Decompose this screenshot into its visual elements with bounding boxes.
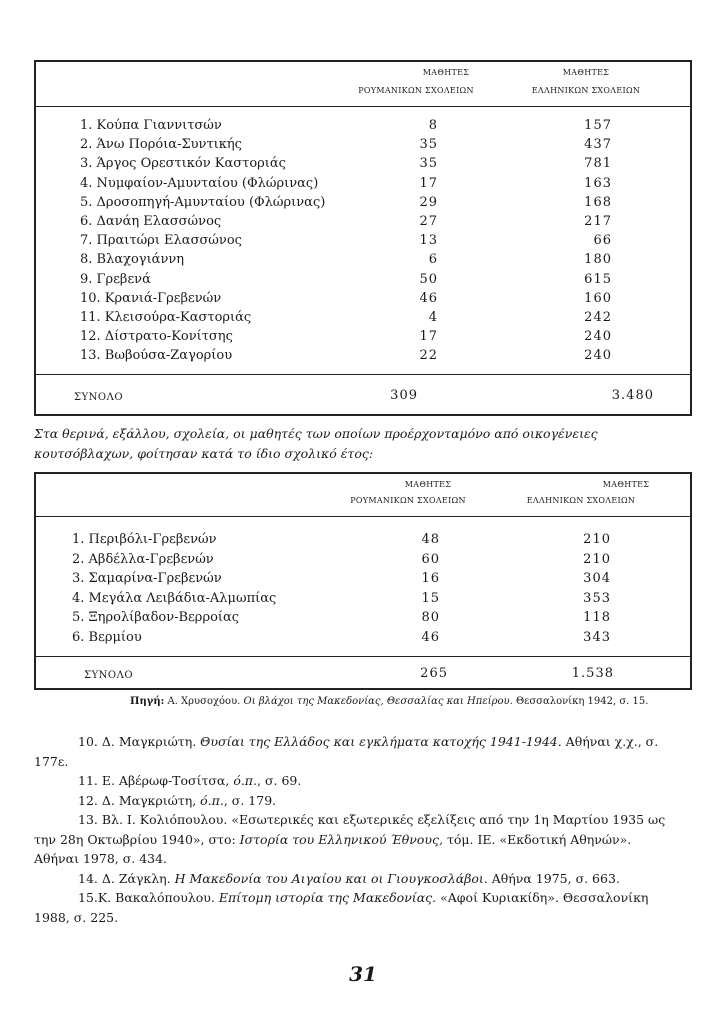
header-romanian-label: ΜΑΘΗΤΕΣ bbox=[404, 480, 452, 489]
romanian-count: 17 bbox=[419, 329, 438, 345]
greek-count: 781 bbox=[584, 156, 612, 172]
romanian-count: 16 bbox=[421, 571, 440, 586]
greek-count: 217 bbox=[584, 214, 612, 229]
schools-table-1 bbox=[34, 60, 692, 416]
footnote-prefix: 10. Δ. Μαγκριώτη. bbox=[78, 734, 201, 749]
header-romanian-schools: ΡΟΥΜΑΝΙΚΩΝ ΣΧΟΛΕΙΩΝ bbox=[358, 86, 474, 95]
romanian-count: 6 bbox=[428, 252, 438, 268]
place-name: 12. Δίστρατο-Κονίτσης bbox=[80, 329, 233, 345]
romanian-count: 29 bbox=[419, 194, 438, 210]
header-greek-label: ΜΑΘΗΤΕΣ bbox=[602, 480, 650, 489]
total-romanian: 265 bbox=[420, 666, 448, 681]
footnotes bbox=[34, 732, 674, 927]
source-rest: Θεσσαλονίκη 1942, σ. 15. bbox=[515, 696, 649, 707]
greek-count: 437 bbox=[584, 137, 612, 153]
table-row bbox=[36, 272, 690, 291]
place-name: 13. Βωβούσα-Ζαγορίου bbox=[80, 348, 233, 364]
header-divider bbox=[36, 516, 690, 517]
header-greek-label: ΜΑΘΗΤΕΣ bbox=[562, 68, 610, 77]
table-row bbox=[36, 214, 690, 233]
greek-count: 210 bbox=[583, 551, 611, 567]
footnote bbox=[34, 869, 674, 889]
footnote-prefix: 13. Βλ. Ι. Κολιόπουλου. «Εσωτερικές και εξωτερικές εξελίξεις από την 1η Μαρτίου 1935 ως την 28η Οκτωβρίου 1940», στο: bbox=[34, 812, 666, 847]
table-row bbox=[36, 291, 690, 310]
page-number: 31 bbox=[349, 962, 377, 986]
place-name: 11. Κλεισούρα-Καστοριάς bbox=[80, 310, 252, 325]
footnote-title: Ιστορία του Ελληνικού Έθνους, bbox=[239, 831, 443, 847]
table-row bbox=[36, 176, 690, 195]
greek-count: 163 bbox=[584, 175, 612, 191]
total-divider bbox=[36, 656, 690, 657]
total-greek: 1.538 bbox=[571, 666, 614, 681]
romanian-count: 50 bbox=[419, 271, 438, 287]
romanian-count: 60 bbox=[421, 551, 440, 567]
footnote-suffix: «Αφοί Κυριακίδη». Θεσσαλονίκη 1988, σ. 225. bbox=[34, 890, 649, 925]
header-greek-schools: ΕΛΛΗΝΙΚΩΝ ΣΧΟΛΕΙΩΝ bbox=[531, 86, 641, 95]
table-row bbox=[36, 156, 690, 175]
place-name: 10. Κρανιά-Γρεβενών bbox=[80, 290, 222, 306]
source-label: Πηγή: bbox=[130, 696, 165, 707]
footnote-title: Η Μακεδονία του Αιγαίου και οι Γιουγκοσλάβοι. bbox=[174, 870, 488, 886]
header-divider bbox=[36, 106, 690, 107]
footnote bbox=[34, 791, 674, 811]
place-name: 5. Δροσοπηγή-Αμυνταίου (Φλώρινας) bbox=[80, 194, 326, 210]
total-romanian: 309 bbox=[390, 388, 418, 403]
source-title: Οι βλάχοι της Μακεδονίας, Θεσσαλίας και Ηπείρου. bbox=[243, 696, 513, 707]
romanian-count: 27 bbox=[419, 214, 438, 229]
footnote bbox=[34, 732, 674, 771]
table-row bbox=[36, 233, 690, 252]
table-row bbox=[36, 532, 690, 551]
greek-count: 210 bbox=[583, 532, 611, 547]
table-row bbox=[36, 552, 690, 571]
place-name: 2. Άνω Πορόια-Συντικής bbox=[80, 137, 242, 153]
table-row bbox=[36, 137, 690, 156]
footnote-title: ό.π. bbox=[200, 792, 224, 808]
place-name: 2. Αβδέλλα-Γρεβενών bbox=[72, 551, 214, 567]
greek-count: 160 bbox=[584, 290, 612, 306]
greek-count: 242 bbox=[584, 310, 612, 325]
table-row bbox=[36, 571, 690, 590]
greek-count: 118 bbox=[583, 610, 611, 625]
romanian-count: 22 bbox=[419, 348, 438, 364]
table-row bbox=[36, 591, 690, 610]
romanian-count: 35 bbox=[419, 156, 438, 172]
table-row bbox=[36, 610, 690, 629]
header-romanian-label: ΜΑΘΗΤΕΣ bbox=[422, 68, 470, 77]
footnote-prefix: 14. Δ. Ζάγκλη. bbox=[78, 870, 175, 886]
place-name: 6. Δανάη Ελασσώνος bbox=[80, 214, 222, 229]
footnote bbox=[34, 810, 674, 869]
place-name: 4. Νυμφαίον-Αμυνταίου (Φλώρινας) bbox=[80, 175, 319, 191]
header-greek-schools: ΕΛΛΗΝΙΚΩΝ ΣΧΟΛΕΙΩΝ bbox=[526, 496, 636, 505]
romanian-count: 4 bbox=[428, 310, 438, 325]
greek-count: 615 bbox=[584, 271, 612, 287]
footnote-suffix: , σ. 69. bbox=[257, 773, 302, 788]
total-label: ΣΥΝΟΛΟ bbox=[84, 670, 134, 681]
footnote-title: Θυσίαι της Ελλάδος και εγκλήματα κατοχής 1941-1944. bbox=[200, 734, 562, 749]
romanian-count: 46 bbox=[421, 629, 440, 645]
romanian-count: 15 bbox=[421, 590, 440, 606]
greek-count: 157 bbox=[584, 118, 612, 133]
footnote-prefix: 12. Δ. Μαγκριώτη, bbox=[78, 792, 201, 808]
footnote-prefix: 11. Ε. Αβέρωφ-Τοσίτσα, bbox=[78, 773, 234, 788]
footnote bbox=[34, 888, 674, 927]
footnote-suffix: Αθήναι χ.χ., σ. 177ε. bbox=[34, 734, 659, 769]
place-name: 3. Σαμαρίνα-Γρεβενών bbox=[72, 571, 222, 586]
greek-count: 353 bbox=[583, 590, 611, 606]
table-row bbox=[36, 118, 690, 137]
place-name: 1. Περιβόλι-Γρεβενών bbox=[72, 532, 217, 547]
footnote-title: Επίτομη ιστορία της Μακεδονίας. bbox=[218, 890, 437, 905]
footnote bbox=[34, 771, 674, 791]
table-row bbox=[36, 252, 690, 271]
table-row bbox=[36, 329, 690, 348]
romanian-count: 80 bbox=[421, 610, 440, 625]
table-row bbox=[36, 348, 690, 367]
place-name: 1. Κούπα Γιαννιτσών bbox=[80, 118, 222, 133]
romanian-count: 17 bbox=[419, 175, 438, 191]
total-divider bbox=[36, 374, 690, 375]
greek-count: 343 bbox=[583, 629, 611, 645]
source-citation bbox=[130, 696, 648, 707]
place-name: 8. Βλαχογιάννη bbox=[80, 252, 185, 268]
place-name: 7. Πραιτώρι Ελασσώνος bbox=[80, 233, 242, 249]
total-label: ΣΥΝΟΛΟ bbox=[74, 392, 124, 403]
header-romanian-schools: ΡΟΥΜΑΝΙΚΩΝ ΣΧΟΛΕΙΩΝ bbox=[350, 496, 466, 505]
romanian-count: 8 bbox=[428, 118, 438, 133]
place-name: 4. Μεγάλα Λειβάδια-Αλμωπίας bbox=[72, 590, 277, 606]
source-author: Α. Χρυσοχόου. bbox=[167, 696, 241, 707]
greek-count: 168 bbox=[584, 194, 612, 210]
table-row bbox=[36, 630, 690, 649]
greek-count: 180 bbox=[584, 252, 612, 268]
footnote-title: ό.π. bbox=[233, 773, 258, 788]
romanian-count: 35 bbox=[419, 137, 438, 153]
greek-count: 66 bbox=[593, 233, 612, 249]
greek-count: 240 bbox=[584, 348, 612, 364]
total-greek: 3.480 bbox=[611, 388, 654, 403]
place-name: 9. Γρεβενά bbox=[80, 271, 151, 287]
place-name: 6. Βερμίου bbox=[72, 629, 142, 645]
footnote-suffix: τόμ. ΙΕ. «Εκδοτική Αθηνών». Αθήναι 1978, σ. 434. bbox=[34, 831, 632, 866]
romanian-count: 46 bbox=[419, 290, 438, 306]
intro-paragraph: Στα θερινά, εξάλλου, σχολεία, οι μαθητές των οποίων προέρχονταμόνο από οικογένειες κουτσόβλαχων, φοίτησαν κατά το ίδιο σχολικό έτος: bbox=[34, 426, 598, 461]
footnote-prefix: 15.Κ. Βακαλόπουλου. bbox=[78, 890, 219, 905]
romanian-count: 13 bbox=[419, 233, 438, 249]
greek-count: 240 bbox=[584, 329, 612, 345]
footnote-suffix: Αθήνα 1975, σ. 663. bbox=[487, 870, 620, 886]
table-row bbox=[36, 195, 690, 214]
footnote-suffix: , σ. 179. bbox=[223, 792, 277, 808]
place-name: 5. Ξηρολίβαδον-Βερροίας bbox=[72, 610, 240, 625]
greek-count: 304 bbox=[583, 571, 611, 586]
place-name: 3. Άργος Ορεστικόν Καστοριάς bbox=[80, 156, 286, 172]
romanian-count: 48 bbox=[421, 532, 440, 547]
schools-table-2 bbox=[34, 472, 692, 690]
table-row bbox=[36, 310, 690, 329]
